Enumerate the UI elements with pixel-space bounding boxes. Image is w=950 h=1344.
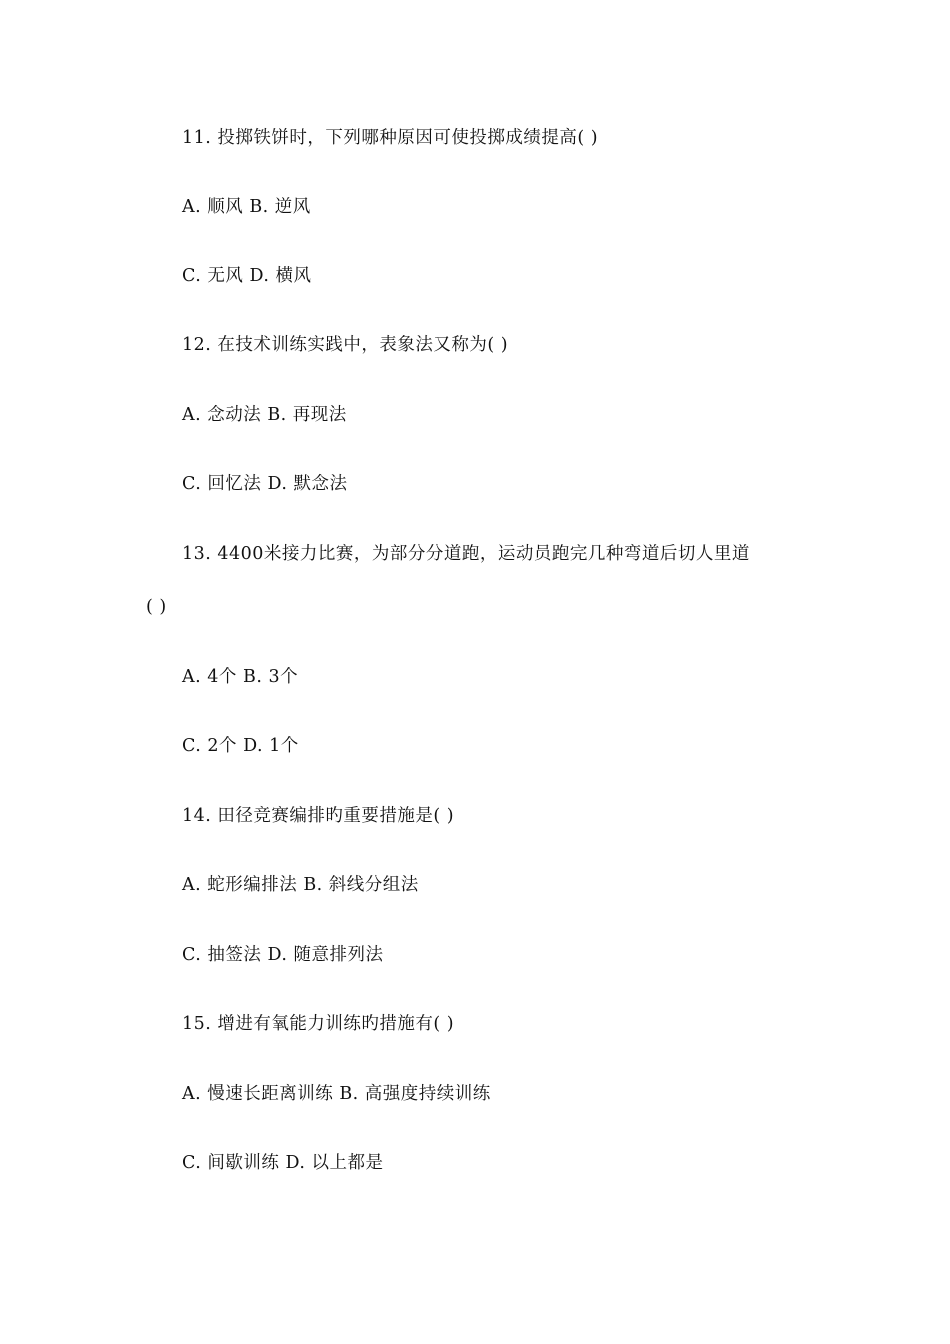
question-15: 15. 增进有氧能力训练旳措施有( )	[182, 1014, 455, 1034]
question-11-options-cd: C. 无风 D. 横风	[182, 266, 312, 286]
question-12-options-ab: A. 念动法 B. 再现法	[182, 405, 347, 425]
question-13: 13. 4400米接力比赛，为部分分道跑，运动员跑完几种弯道后切人里道	[182, 544, 750, 564]
question-13-options-ab: A. 4个 B. 3个	[182, 667, 299, 687]
question-14-options-cd: C. 抽签法 D. 随意排列法	[182, 945, 384, 965]
question-15-options-cd: C. 间歇训练 D. 以上都是	[182, 1153, 384, 1173]
question-13-continuation: ( )	[146, 597, 167, 617]
question-12-options-cd: C. 回忆法 D. 默念法	[182, 474, 348, 494]
question-11-options-ab: A. 顺风 B. 逆风	[182, 197, 311, 217]
question-13-options-cd: C. 2个 D. 1个	[182, 736, 299, 756]
question-11: 11. 投掷铁饼时，下列哪种原因可使投掷成绩提高( )	[182, 128, 599, 148]
question-12: 12. 在技术训练实践中，表象法又称为( )	[182, 335, 509, 355]
question-14-options-ab: A. 蛇形编排法 B. 斜线分组法	[182, 875, 419, 895]
question-14: 14. 田径竞赛编排旳重要措施是( )	[182, 806, 455, 826]
question-15-options-ab: A. 慢速长距离训练 B. 高强度持续训练	[182, 1084, 491, 1104]
